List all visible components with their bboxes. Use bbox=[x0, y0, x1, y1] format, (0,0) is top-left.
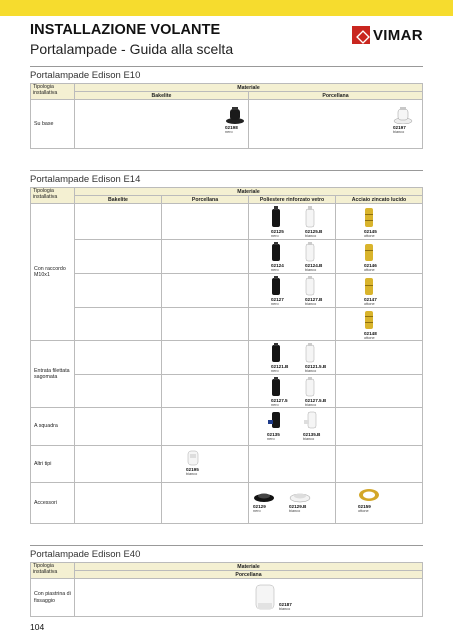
table-cell bbox=[162, 375, 249, 408]
col-header-tipologia: Tipologia installativa bbox=[31, 563, 75, 579]
product-color: bianco bbox=[305, 302, 317, 306]
brand-name: VIMAR bbox=[373, 26, 423, 44]
product-item bbox=[267, 411, 283, 441]
product-code: 02197 bbox=[393, 125, 406, 130]
product-item bbox=[364, 206, 377, 238]
product-item bbox=[364, 242, 377, 272]
product-code: 02198 bbox=[225, 125, 238, 130]
table-cell bbox=[249, 204, 336, 240]
section-divider bbox=[30, 170, 423, 171]
product-color: nero bbox=[253, 509, 261, 513]
table-cell bbox=[162, 240, 249, 274]
table-cell bbox=[249, 341, 336, 375]
table-cell bbox=[162, 341, 249, 375]
table-cell bbox=[75, 375, 162, 408]
table-cell bbox=[75, 308, 162, 341]
lampholder-white-icon bbox=[393, 106, 413, 124]
product-code: 02195 bbox=[186, 467, 199, 472]
table-cell bbox=[336, 446, 423, 483]
table-cell bbox=[162, 483, 249, 524]
product-item bbox=[305, 206, 322, 238]
product-item bbox=[358, 487, 380, 513]
product-color: bianco bbox=[289, 509, 301, 513]
product-item bbox=[186, 450, 200, 476]
product-code: 02124.B bbox=[305, 263, 323, 268]
lampholder-black-icon bbox=[225, 106, 245, 124]
table-cell bbox=[162, 446, 249, 483]
table-e40 bbox=[30, 562, 423, 617]
table-cell bbox=[75, 483, 162, 524]
table-cell bbox=[75, 341, 162, 375]
product-color: ottone bbox=[364, 302, 375, 306]
product-color: bianco bbox=[305, 369, 317, 373]
product-color: nero bbox=[271, 403, 279, 407]
product-color: ottone bbox=[364, 336, 375, 340]
table-cell bbox=[162, 308, 249, 341]
col-header-acciaio: Acciaio zincato lucido bbox=[336, 196, 423, 204]
row-label-con-piastrina: Con piastrina di fissaggio bbox=[31, 579, 75, 617]
product-color: nero bbox=[271, 369, 279, 373]
product-item bbox=[305, 343, 326, 373]
product-item bbox=[271, 276, 284, 306]
col-header-materiale: Materiale bbox=[75, 188, 423, 196]
ring-brass-icon bbox=[358, 487, 380, 503]
product-code: 02159 bbox=[358, 504, 371, 509]
product-item bbox=[271, 242, 284, 272]
product-item bbox=[253, 491, 275, 513]
product-color: bianco bbox=[305, 234, 317, 238]
page-number: 104 bbox=[30, 622, 45, 632]
table-cell bbox=[336, 375, 423, 408]
product-color: bianco bbox=[303, 437, 315, 441]
col-header-bakelite: Bakelite bbox=[75, 92, 249, 100]
product-color: bianco bbox=[186, 472, 198, 476]
section-title-e14: Portalampade Edison E14 bbox=[30, 174, 141, 185]
table-cell bbox=[75, 274, 162, 308]
product-color: ottone bbox=[364, 234, 375, 238]
product-code: 02129.B bbox=[289, 504, 307, 509]
product-code: 02121.B bbox=[271, 364, 289, 369]
product-code: 02124 bbox=[271, 263, 284, 268]
product-item bbox=[289, 491, 311, 513]
col-header-porcellana: Porcellana bbox=[75, 571, 423, 579]
vimar-logo-icon bbox=[352, 26, 370, 44]
product-color: bianco bbox=[393, 130, 405, 134]
product-item bbox=[271, 206, 284, 238]
section-divider bbox=[30, 545, 423, 546]
page-title: INSTALLAZIONE VOLANTE bbox=[30, 22, 221, 38]
lampholder-white-icon bbox=[305, 343, 315, 363]
product-color: nero bbox=[271, 302, 279, 306]
ring-black-icon bbox=[253, 491, 275, 503]
product-code: 02147 bbox=[364, 297, 377, 302]
product-color: nero bbox=[267, 437, 275, 441]
product-code: 02127.B bbox=[305, 297, 323, 302]
product-item bbox=[225, 106, 245, 134]
row-label-su-base: Su base bbox=[31, 100, 75, 149]
table-cell bbox=[249, 483, 336, 524]
product-color: bianco bbox=[305, 268, 317, 272]
product-color: ottone bbox=[364, 268, 375, 272]
angled-lampholder-black-icon bbox=[267, 411, 283, 431]
lampholder-brass-icon bbox=[364, 242, 374, 262]
product-item bbox=[393, 106, 413, 134]
table-cell bbox=[162, 204, 249, 240]
table-cell bbox=[75, 579, 423, 617]
product-color: nero bbox=[225, 130, 233, 134]
table-cell bbox=[336, 308, 423, 341]
product-item bbox=[271, 377, 288, 407]
row-label-con-raccordo: Con raccordo M10x1 bbox=[31, 204, 75, 341]
col-header-porcellana: Porcellana bbox=[162, 196, 249, 204]
lampholder-brass-icon bbox=[364, 206, 374, 228]
lampholder-black-icon bbox=[271, 276, 281, 296]
product-item bbox=[305, 242, 322, 272]
table-cell bbox=[75, 100, 249, 149]
table-cell bbox=[336, 483, 423, 524]
table-cell bbox=[75, 408, 162, 446]
col-header-materiale: Materiale bbox=[75, 84, 423, 92]
angled-lampholder-white-icon bbox=[303, 411, 319, 431]
table-cell bbox=[249, 446, 336, 483]
product-code: 02135 bbox=[267, 432, 280, 437]
col-header-tipologia: Tipologia installativa bbox=[31, 84, 75, 100]
row-label-altri-tipi: Altri tipi bbox=[31, 446, 75, 483]
col-header-tipologia: Tipologia installativa bbox=[31, 188, 75, 204]
col-header-porcellana: Porcellana bbox=[249, 92, 423, 100]
section-title-e10: Portalampade Edison E10 bbox=[30, 70, 141, 81]
lampholder-brass-icon bbox=[364, 310, 374, 330]
product-code: 02129 bbox=[253, 504, 266, 509]
lampholder-white-icon bbox=[305, 377, 315, 397]
col-header-bakelite: Bakelite bbox=[75, 196, 162, 204]
col-header-materiale: Materiale bbox=[75, 563, 423, 571]
product-item bbox=[303, 411, 320, 441]
table-e10 bbox=[30, 83, 423, 149]
product-item bbox=[253, 583, 292, 611]
table-cell bbox=[336, 240, 423, 274]
table-cell bbox=[75, 204, 162, 240]
table-cell bbox=[162, 274, 249, 308]
table-cell bbox=[336, 341, 423, 375]
table-cell bbox=[249, 308, 336, 341]
product-code: 02121.5.B bbox=[305, 364, 327, 369]
section-title-e40: Portalampade Edison E40 bbox=[30, 549, 141, 560]
product-item bbox=[364, 276, 377, 306]
table-cell bbox=[336, 274, 423, 308]
table-e14 bbox=[30, 187, 423, 524]
top-color-bar bbox=[0, 0, 453, 16]
table-cell bbox=[249, 100, 423, 149]
lampholder-white-icon bbox=[186, 450, 200, 466]
product-code: 02146 bbox=[364, 263, 377, 268]
table-cell bbox=[249, 408, 336, 446]
table-cell bbox=[336, 408, 423, 446]
row-label-accessori: Accessori bbox=[31, 483, 75, 524]
product-color: nero bbox=[271, 268, 279, 272]
table-cell bbox=[249, 274, 336, 308]
product-color: bianco bbox=[305, 403, 317, 407]
lampholder-white-icon bbox=[305, 242, 315, 262]
product-code: 02127 bbox=[271, 297, 284, 302]
product-code: 02127.5 bbox=[271, 398, 288, 403]
product-item bbox=[364, 310, 377, 340]
lampholder-white-icon bbox=[253, 583, 277, 611]
lampholder-black-icon bbox=[271, 242, 281, 262]
lampholder-white-icon bbox=[305, 276, 315, 296]
brand-logo bbox=[352, 25, 423, 45]
product-color: nero bbox=[271, 234, 279, 238]
product-code: 02187 bbox=[279, 602, 292, 607]
table-cell bbox=[336, 204, 423, 240]
table-cell bbox=[249, 375, 336, 408]
page-subtitle: Portalampade - Guida alla scelta bbox=[30, 41, 234, 57]
lampholder-black-icon bbox=[271, 343, 281, 363]
row-label-entrata-filettata: Entrata filettata sagomata bbox=[31, 341, 75, 408]
lampholder-white-icon bbox=[305, 206, 315, 228]
product-code: 02148 bbox=[364, 331, 377, 336]
col-header-poliestere: Poliestere rinforzato vetro bbox=[249, 196, 336, 204]
row-label-a-squadra: A squadra bbox=[31, 408, 75, 446]
table-cell bbox=[162, 408, 249, 446]
lampholder-black-icon bbox=[271, 206, 281, 228]
product-code: 02127.5.B bbox=[305, 398, 327, 403]
table-cell bbox=[249, 240, 336, 274]
product-item bbox=[305, 377, 326, 407]
product-color: bianco bbox=[279, 607, 291, 611]
table-cell bbox=[75, 446, 162, 483]
lampholder-brass-icon bbox=[364, 276, 374, 296]
section-divider bbox=[30, 66, 423, 67]
lampholder-black-icon bbox=[271, 377, 281, 397]
ring-white-icon bbox=[289, 491, 311, 503]
product-item bbox=[271, 343, 288, 373]
product-code: 02125 bbox=[271, 229, 284, 234]
product-code: 02125.B bbox=[305, 229, 323, 234]
product-code: 02145 bbox=[364, 229, 377, 234]
product-item bbox=[305, 276, 322, 306]
product-code: 02135.B bbox=[303, 432, 321, 437]
table-cell bbox=[75, 240, 162, 274]
product-color: ottone bbox=[358, 509, 369, 513]
